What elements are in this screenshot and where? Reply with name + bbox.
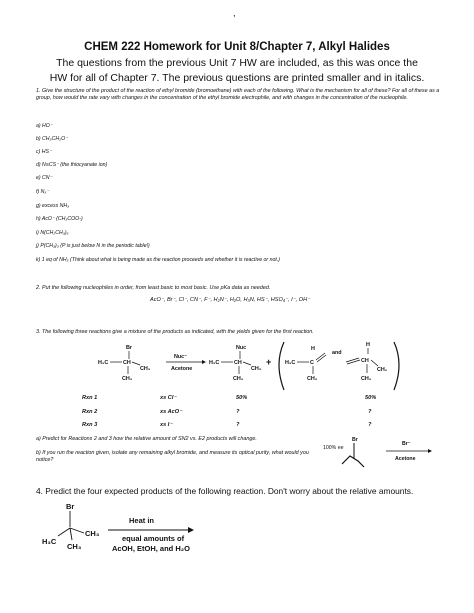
ee-label: 100% ee xyxy=(323,445,344,451)
rxn-1-elimination: 50% xyxy=(365,395,377,401)
rxn-3-elimination: ? xyxy=(368,422,372,428)
question-3b: b) If you run the reaction given, isolate any remaining alkyl bromide, and measure its optical purity, what would you notice? xyxy=(36,450,309,463)
reagent-nuc: Nuc⁻ xyxy=(174,354,188,360)
q4-reagent-heat: Heat in xyxy=(129,516,155,525)
question-3: 3. The following three reactions give a mixture of the products as indicated, with the yields given for the first reaction. xyxy=(36,329,314,335)
q1-option-a: a) HO⁻ xyxy=(36,123,53,129)
atom-ch-p1: CH xyxy=(234,360,242,366)
q1-option-g: g) excess NH₃ xyxy=(36,203,70,209)
atom-h3c-p1: H₃C xyxy=(209,360,220,366)
atom-h-p3: H xyxy=(366,342,370,348)
q4-reagent-amounts: equal amounts of xyxy=(122,534,185,543)
q4-atom-ch3-bottom: CH₃ xyxy=(67,542,82,551)
atom-ch: CH xyxy=(123,360,131,366)
atom-br: Br xyxy=(126,345,132,351)
side-br: Br xyxy=(352,437,358,443)
and-word: and xyxy=(332,350,342,356)
question-4: 4. Predict the four expected products of the following reaction. Don't worry about the relative amounts. xyxy=(36,486,414,496)
q4-scheme xyxy=(36,500,236,560)
rxn-1-reagent: xs Cl⁻ xyxy=(160,395,177,401)
rxn-2-substitution: ? xyxy=(236,409,240,415)
optical-purity-scheme xyxy=(320,436,440,476)
rxn-1-substitution: 50% xyxy=(236,395,248,401)
q4-atom-br: Br xyxy=(66,502,75,511)
atom-nuc: Nuc xyxy=(236,345,247,351)
plus-sign: + xyxy=(266,357,272,367)
reagent-acetone: Acetone xyxy=(171,366,193,372)
atom-ch3: CH₃ xyxy=(140,366,151,372)
atom-ch2-p3: CH₂ xyxy=(377,367,388,373)
atom-h3c: H₃C xyxy=(98,360,109,366)
atom-ch3-p1: CH₃ xyxy=(251,366,262,372)
atom-ch3-p2: CH₃ xyxy=(307,376,318,382)
q1-option-d: d) N≡CS⁻ (the thiocyanate ion) xyxy=(36,162,108,168)
atom-ch-p3: CH xyxy=(361,358,369,364)
question-2: 2. Put the following nucleophiles in order, from least basic to most basic. Use pKa data as needed. xyxy=(36,285,271,291)
rxn-2-elimination: ? xyxy=(368,409,372,415)
atom-ch3-p3: CH₃ xyxy=(361,376,372,382)
stray-mark: , xyxy=(233,8,236,18)
atom-h3c-p2: H₃C xyxy=(285,360,296,366)
rxn-2-reagent: xs AcO⁻ xyxy=(160,409,183,415)
q1-option-k: k) 1 eq of NH₃ (Think about what is being made as the reaction proceeds and whether it is reactive or not.) xyxy=(36,257,280,263)
rxn-3-reagent: xs I⁻ xyxy=(160,422,173,428)
q1-option-i: i) N(CH₂CH₃)₃ xyxy=(36,230,69,236)
q1-option-f: f) N₃⁻ xyxy=(36,189,50,195)
rxn-2-label: Rxn 2 xyxy=(82,409,98,415)
side-reagent-acetone: Acetone xyxy=(395,456,416,462)
q1-option-b: b) CH₃CH₂O⁻ xyxy=(36,136,68,142)
q1-option-h: h) AcO⁻ (CH₃COO-) xyxy=(36,216,83,222)
q1-option-e: e) CN⁻ xyxy=(36,175,53,181)
page-title: CHEM 222 Homework for Unit 8/Chapter 7, Alkyl Halides xyxy=(84,41,390,53)
atom-ch3-lower: CH₃ xyxy=(122,376,133,382)
nucleophile-list: AcO⁻, Br⁻, Cl⁻, CN⁻, F⁻, H₂N⁻, H₂O, H₃N, HS⁻, HSO₄⁻, I⁻, OH⁻ xyxy=(150,297,311,303)
question-3a: a) Predict for Reactions 2 and 3 how the relative amount of SN2 vs. E2 products will change. xyxy=(36,436,257,442)
q4-reagent-solvents: AcOH, EtOH, and H₂O xyxy=(112,544,190,553)
side-reagent-br: Br⁻ xyxy=(402,441,411,447)
q4-atom-ch3-right: CH₃ xyxy=(85,529,100,538)
rxn-3-label: Rxn 3 xyxy=(82,422,98,428)
q1-option-c: c) HS⁻ xyxy=(36,149,52,155)
question-1: 1. Give the structure of the product of the reaction of ethyl bromide (bromoethane) with each of the following. What is the mechanism for all of these? For all of these as a group, how would the rate vary with changes in the concentration of the ethyl bromide electrophile, and with changes in the concentration of the nucleophile. xyxy=(36,88,440,101)
reaction-scheme xyxy=(80,340,400,400)
rxn-3-substitution: ? xyxy=(236,422,240,428)
q1-option-j: j) P(CH₃)₃ (P is just below N in the periodic table!) xyxy=(36,243,150,249)
atom-h-p2: H xyxy=(311,346,315,352)
q4-atom-h3c: H₃C xyxy=(42,537,57,546)
atom-ch3-lower-p1: CH₃ xyxy=(233,376,244,382)
rxn-1-label: Rxn 1 xyxy=(82,395,98,401)
intro-text: The questions from the previous Unit 7 HW are included, as this was once the HW for all of Chapter 7. The previous questions are printed smaller and in italics. xyxy=(49,57,425,84)
atom-c-p2: C xyxy=(310,360,314,366)
